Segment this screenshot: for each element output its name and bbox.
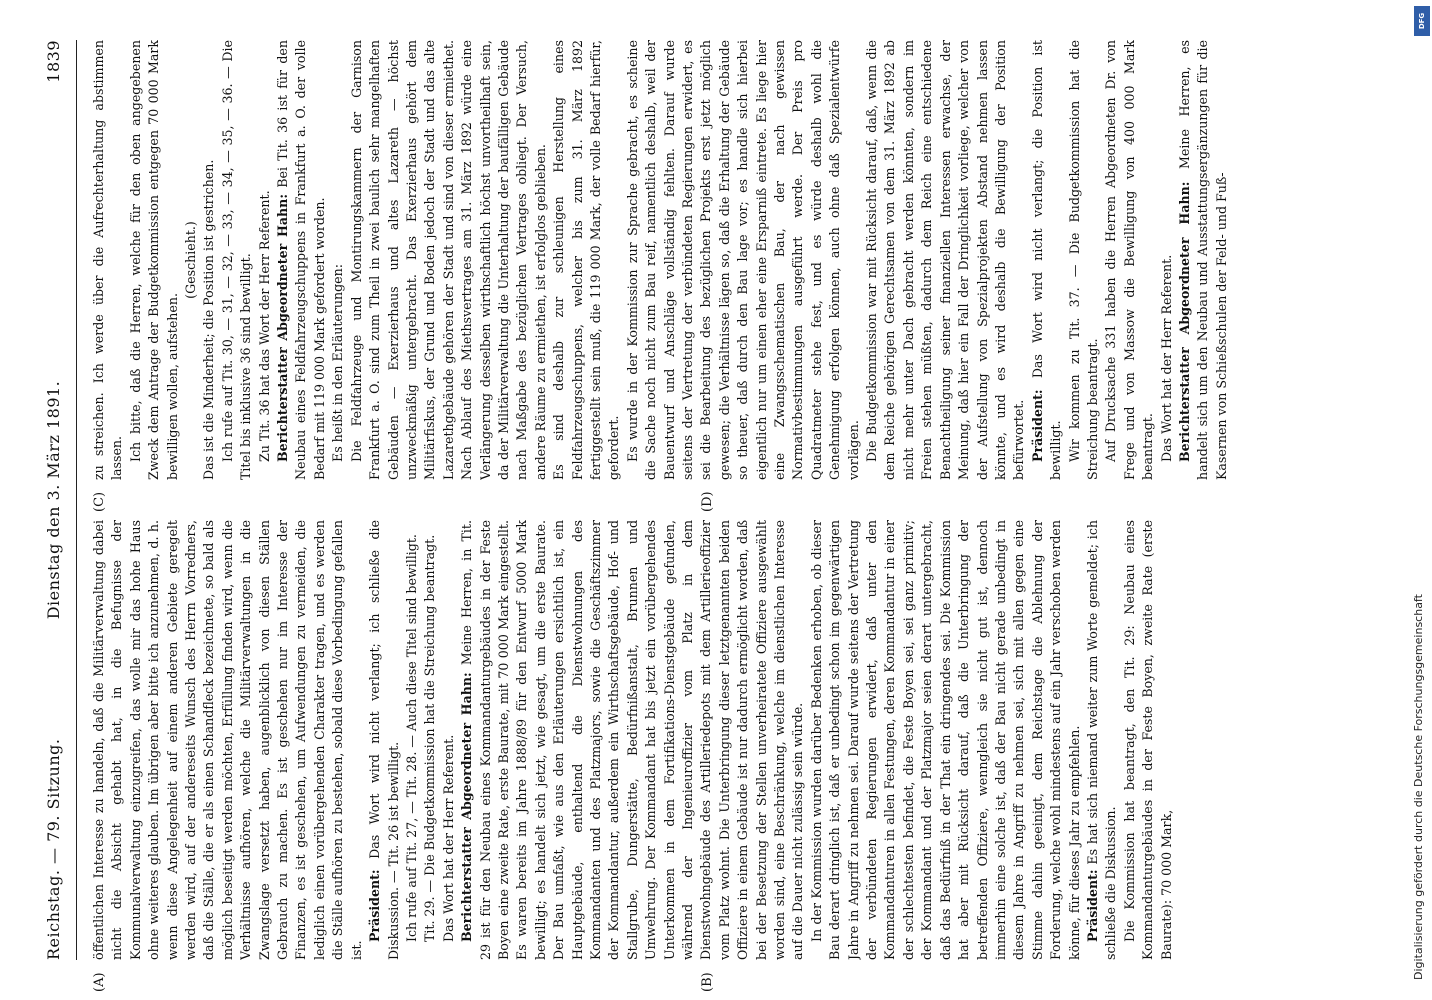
paragraph: Ich rufe auf Tit. 30, — 31, — 32, — 33, — 34, — 35, — 36. — Die Titel bis inklusive 36 sind bewilligt. xyxy=(219,40,254,480)
paragraph-text: Meine Herren, es handelt sich um den Neubau und Ausstattungsergänzungen für die Kasernen von Schießschulen der Feld- und Fuß- xyxy=(1176,40,1229,480)
paragraph: In der Kommission wurden darüber Bedenken erhoben, ob dieser Bau derart dringlich ist, daß er unbedingt schon im gegenwärtigen Jahre in Angriff zu nehmen sei. Darauf wurde seitens der Vertretung der verbündeten Regierungen erwidert, daß unter den Kommandanturen in allen Festungen, deren Kommandantur in einer der schlechtesten befindet, die Feste Boyen sei, sei ganz primitiv; der Kommandant und der Platzmajor seien derart untergebracht, daß das Bedürfniß in der That ein dringendes sei. Die Kommission hat aber mit Rücksicht darauf, daß die Unterbringung der betreffenden Offiziere, wenngleich sie nicht gut ist, dennoch immerhin eine solche ist, daß der Bau nicht gerade unbedingt in diesem Jahre in Angriff zu nehmen sei, sich mit allen gegen eine Stimme dahin geeinigt, dem Reichstage die Ablehnung der Forderung, welche wohl mindestens auf ein Jahr verschoben werden könne, für dieses Jahr zu empfehlen. xyxy=(808,520,1082,960)
paragraph: Tit. 29. — Die Budgetkommission hat die Streichung beantragt. xyxy=(422,534,438,942)
paragraph xyxy=(458,520,808,960)
speaker-label: Berichterstatter Abgeordneter Hahn: xyxy=(459,672,475,942)
paragraph: Die Budgetkommission war mit Rücksicht darauf, daß, wenn die dem Reiche gehörigen Gerechtsamen von dem 31. März 1892 ab nicht mehr unter Dach gebracht werden könnten, sondern im Freien stehen müßten, dadurch dem Reich eine entschiedene Benachtheiligung seiner finanziellen Interessen erwachse, der Meinung, daß hier ein Fall der Dringlichkeit vorliege, welcher von der Aufstellung von Spezialprojekten Abstand nehmen lassen könnte, und es wird deshalb die Bewilligung der Position befürwortet. xyxy=(864,40,1027,480)
paragraph: Ich bitte, daß die Herren, welche für den oben angegebenen Zweck dem Antrage der Budgetkommission entgegen 70 000 Mark bewilligen wollen, aufstehen. xyxy=(127,40,180,480)
paragraph: Die Kommission hat beantragt, den Tit. 29: Neubau eines Kommandanturgebäudes in der Feste Boyen, zweite Rate (erste Baurate): 70 000 Mark, xyxy=(1121,520,1174,960)
page-header xyxy=(44,40,70,960)
speaker-label: Präsident: xyxy=(1084,869,1100,942)
paragraph: Es heißt in den Erläuterungen: xyxy=(330,264,346,462)
paragraph-text: Meine Herren, in Tit. 29 ist für den Neubau eines Kommandanturgebäudes in der Feste Boyen eine zweite Rate, erste Baurate, mit 70 000 Mark eingestellt. Es waren bereits im Jahre 1888/89 für den Entwurf 5000 Mark bewilligt; es handelt sich jetzt, wie gesagt, um die erste Baurate. Der Bau umfaßt, wie aus den Erläuterungen ersichtlich ist, ein Hauptgebäude, enthaltend die Dienstwohnungen des Kommandanten und des Platzmajors, sowie die Geschäftszimmer der Kommandantur, außerdem ein Wirthschaftsgebäude, Hof- und Stallgrube, Dungerstätte, Bedürfnißanstalt, Brunnen und Umwehrung. Der Kommandant hat bis jetzt ein vorübergehendes Unterkommen in dem Fortifikations-Dienstgebäude gefunden, während der Ingenieuroffizier vom Platz in dem Dienstwohngebäude des Artilleriedepots mit dem Artillerieoffizier vom Platz wohnt. Die Unterbringung dieser letztgenannten beiden Offiziere in einem Gebäude ist nur dadurch ermöglicht worden, daß bei der Besetzung der Stellen unverheiratete Offiziere ausgewählt worden sind, eine Beschränkung, welche im dienstlichen Interesse auf die Dauer nicht zulässig sein würde. xyxy=(459,520,806,960)
right-text-column xyxy=(90,40,1330,480)
dfg-logo: DFG xyxy=(1414,6,1430,36)
header-date: Dienstag den 3. März 1891. xyxy=(44,380,63,620)
margin-letter-b: (B) xyxy=(700,972,715,992)
margin-letter-a: (A) xyxy=(92,972,107,992)
paragraph: Zu Tit. 36 hat das Wort der Herr Referent. xyxy=(256,190,272,462)
paragraph: öffentlichen Interesse zu handeln, daß die Militärverwaltung dabei nicht die Absicht gehabt hat, in die Befugnisse der Kommunalverwaltung einzugreifen, das wolle mir das hohe Haus ohne weiteres glauben. Im übrigen aber bitte ich anzunehmen, d. h. wenn diese Angelegenheit auf einem anderen Gebiete geregelt werden wird, auf der andereseits Wunsch des Herrn Vorredners, daß die Ställe, die er als einen Schandfleck bezeichnete, so bald als möglich beseitigt werden möchten, Erfüllung finden wird, wenn die Verhältnisse aufhören, welche die Militärverwaltungen in die Zwangslage versetzt haben, augenblicklich von diesen Ställen Gebrauch zu machen. Es ist geschehen nur im Interesse der Finanzen, es ist geschehen, um Aufwendungen zu vermeiden, die lediglich einen vorübergehenden Charakter tragen, und es werden die Ställe aufhören zu bestehen, sobald diese Vorbedingung gefallen ist. xyxy=(91,520,364,960)
header-rule xyxy=(76,40,77,960)
paragraph xyxy=(366,520,403,960)
header-session: Reichstag. — 79. Sitzung. xyxy=(44,738,63,960)
paragraph xyxy=(274,40,329,480)
header-page-number: 1839 xyxy=(44,40,63,83)
paragraph xyxy=(1029,40,1066,480)
paragraph: (Geschieht.) xyxy=(183,221,199,299)
paragraph: Das ist die Minderheit; die Position ist gestrichen. xyxy=(201,159,217,480)
paragraph: Das Wort hat der Herr Referent. xyxy=(440,734,456,942)
paragraph xyxy=(1084,520,1121,960)
digitization-note-text: Digitalisierung gefördert durch die Deutsche Forschungsgemeinschaft xyxy=(1412,594,1425,980)
paragraph: Ich rufe auf Tit. 27, — Tit. 28. — Auch diese Titel sind bewilligt. xyxy=(403,534,419,942)
paragraph: Die Feldfahrzeuge und Montirungskammern der Garnison Frankfurt a. O. sind zum Theil in zwei baulich sehr mangelhaften Gebäuden — Exerzierhaus und altes Lazareth — höchst unzweckmäßig untergebracht. Das Exerzierhaus gehört dem Militärfiskus, der Grund und Boden jedoch der Stadt und das alte Lazarethgebäude gehören der Stadt und sind von dieser ermiethet. Nach Ablauf des Miethsvertrages am 31. März 1892 würde eine Verlängerung desselben wirthschaftlich höchst unvortheilhaft sein, da der Militärverwaltung die Unterhaltung der baufälligen Gebäude nach Maßgabe des bezüglichen Vertrages obliegt. Der Versuch, andere Räume zu ermiethen, ist erfolglos geblieben. xyxy=(348,40,548,480)
paragraph-text: Es hat sich niemand weiter zum Worte gemeldet; ich schließe die Diskussion. xyxy=(1084,520,1119,960)
paragraph: Wir kommen zu Tit. 37. — Die Budgetkommission hat die Streichung beantragt. xyxy=(1066,40,1100,480)
digitization-note xyxy=(1410,20,1430,980)
paragraph-text: Das Wort wird nicht verlangt; ich schließe die Diskussion. — Tit. 26 ist bewilligt. xyxy=(367,520,401,960)
paragraph xyxy=(1176,40,1231,480)
paragraph: zu streichen. Ich werde über die Aufrechterhaltung abstimmen lassen. xyxy=(91,40,125,480)
left-text-column xyxy=(90,520,1330,960)
speaker-label: Präsident: xyxy=(367,869,383,942)
speaker-label: Präsident: xyxy=(1029,389,1045,462)
paragraph: Das Wort hat der Herr Referent. xyxy=(1158,254,1174,462)
paragraph: Auf Drucksache 331 haben die Herren Abgeordneten Dr. von Frege und von Massow die Bewilligung von 400 000 Mark beantragt. xyxy=(1103,40,1156,480)
paragraph: Es wurde in der Kommission zur Sprache gebracht, es scheine die Sache noch nicht zum Bau reif, namentlich deshalb, weil der Bauentwurf und Anschläge vollständig fehlten. Darauf wurde seitens der Vertretung der verbündeten Regierungen erwidert, es sei die Bearbeitung des bezüglichen Projekts erst jetzt möglich gewesen; die Verhältnisse lägen so, daß die Erhaltung der Gebäude so theuer, daß durch den Bau lage vor; es handle sich hierbei eigentlich nur um einen eher eine Ersparniß eintrete. Es liege hier eine Zwangsschematischen Bau, der nach gewissen Normativbestimmungen ausgeführt werde. Der Preis pro Quadratmeter stehe fest, und es würde deshalb wohl die Genehmigung erfolgen können, auch ohne daß Spezialentwürfe vorlägen. xyxy=(624,40,861,480)
speaker-label: Berichterstatter Abgeordneter Hahn: xyxy=(1176,181,1192,462)
paragraph-text: Bei Tit. 36 ist für den Neubau eines Feldfahrzeugschuppens in Frankfurt a. O. der volle Bedarf mit 119 000 Mark gefordert worden. xyxy=(275,40,327,480)
paragraph: Es sind deshalb zur schleunigen Herstellung eines Feldfahrzeugschuppens, welcher bis zum 31. März 1892 fertiggestellt sein muß, die 119 000 Mark, der volle Bedarf hierfür, gefordert. xyxy=(551,40,622,480)
margin-letter-d: (D) xyxy=(700,491,715,512)
margin-letter-c: (C) xyxy=(92,491,107,512)
speaker-label: Berichterstatter Abgeordneter Hahn: xyxy=(275,194,291,462)
paragraph-text: Das Wort wird nicht verlangt; die Position ist bewilligt. xyxy=(1029,40,1064,480)
